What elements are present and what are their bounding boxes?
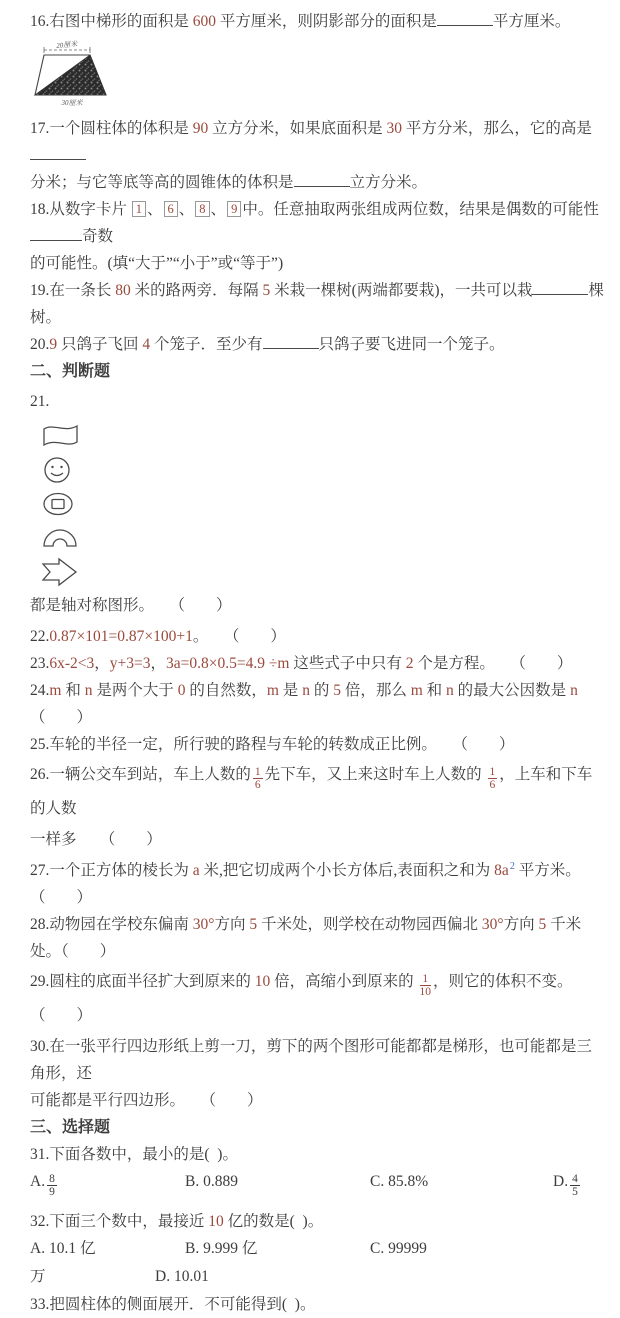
fraction xyxy=(47,1173,57,1198)
number-run: 80 xyxy=(115,282,131,299)
trapezoid-figure xyxy=(30,39,604,109)
text-run: 米的路两旁．每隔 xyxy=(130,282,263,299)
text-run: 20. xyxy=(30,336,50,353)
number-run: 0.87×101=0.87×100+1 xyxy=(49,628,193,645)
fraction-numerator: 4 xyxy=(572,1173,578,1186)
text-run: 21. xyxy=(30,393,50,410)
digit-card: 1 xyxy=(132,201,146,217)
questions-block xyxy=(30,115,604,1318)
text-run: 的最大公因数是 xyxy=(453,682,571,699)
text-run: 、 xyxy=(178,201,195,218)
number-run: 2 xyxy=(405,655,414,672)
q30-line2 xyxy=(30,1087,604,1114)
text-run: 的 xyxy=(309,682,334,699)
number-run: 5 xyxy=(538,916,547,934)
number-run: 10 xyxy=(208,1213,224,1231)
text-run: 一样多 （ ） xyxy=(30,831,162,848)
text-run: 千米处，则学校在动物园西偏北 xyxy=(257,916,482,934)
text-run: 28.动物园在学校东偏南 xyxy=(30,916,193,934)
option-cell xyxy=(30,1263,46,1290)
text-run: 。 （ ） xyxy=(192,628,286,645)
number-run: 5 xyxy=(262,282,271,299)
text-run: 30.在一张平行四边形纸上剪一刀，剪下的两个图形可能都都是梯形，也可能都是三角形，还 xyxy=(30,1038,592,1083)
text-run: 和 xyxy=(61,682,85,699)
text-run: 、 xyxy=(210,201,227,218)
fraction-numerator: 1 xyxy=(420,973,432,986)
smiley-face-icon xyxy=(41,455,73,485)
q18-line2 xyxy=(30,250,604,277)
text-run: 倍，高缩小到原来的 xyxy=(270,973,418,991)
number-run: 9 xyxy=(49,336,58,353)
number-run: 30° xyxy=(481,916,504,934)
text-run: 三、选择题 xyxy=(30,1119,111,1137)
q26-line1 xyxy=(30,758,604,826)
option-cell xyxy=(370,1168,428,1195)
number-run: 30 xyxy=(386,120,403,137)
text-run: 千米处。（ ） xyxy=(30,916,582,961)
text-run: 24. xyxy=(30,682,50,699)
shaded-triangle xyxy=(35,55,106,95)
text-run: 31.下面各数中，最小的是( )。 xyxy=(30,1146,238,1164)
text-run: D. 10.01 xyxy=(155,1268,209,1286)
text-run: 是 xyxy=(278,682,303,699)
text-run: 个笼子．至少有 xyxy=(150,336,263,353)
q23 xyxy=(30,650,604,677)
text-run: 亿的数是( )。 xyxy=(223,1213,324,1231)
text-run: 、 xyxy=(147,201,163,218)
text-run: 中。任意抽取两张组成两位数，结果是偶数的可能性 xyxy=(242,201,599,218)
number-run: y+3=3 xyxy=(109,655,151,672)
text-run: 是两个大于 xyxy=(92,682,178,699)
answer-blank xyxy=(263,333,319,349)
q32-options-2 xyxy=(30,1263,604,1291)
section-judgment xyxy=(30,358,604,385)
text-run: 奇数 xyxy=(82,228,114,245)
q33 xyxy=(30,1291,604,1318)
number-run: 5 xyxy=(333,682,341,699)
text-run: 16.右图中梯形的面积是 xyxy=(30,13,193,30)
q27 xyxy=(30,853,604,911)
text-run: 倍，那么 xyxy=(340,682,411,699)
arch-shape-icon xyxy=(41,523,79,553)
text-run: 和 xyxy=(422,682,447,699)
number-run: a xyxy=(192,862,200,880)
fraction-denominator: 6 xyxy=(254,779,261,791)
fraction-numerator: 1 xyxy=(254,765,261,778)
answer-blank xyxy=(294,171,350,187)
number-run: 4 xyxy=(142,336,151,353)
text-run: 平方厘米，则阴影部分的面积是 xyxy=(216,13,437,30)
number-run: n xyxy=(446,682,454,699)
option-cell xyxy=(30,1235,95,1262)
text-run: C. 99999 xyxy=(370,1240,427,1258)
text-run: 23. xyxy=(30,655,50,672)
section-choice xyxy=(30,1114,604,1141)
q20 xyxy=(30,331,604,358)
arrow-shape-icon xyxy=(41,557,79,587)
text-run: 都是轴对称图形。 （ ） xyxy=(30,597,232,614)
option-cell xyxy=(30,1168,59,1198)
option-cell xyxy=(185,1235,257,1262)
flag-shape-icon xyxy=(41,421,81,451)
text-run: 33.把圆柱体的侧面展开．不可能得到( )。 xyxy=(30,1296,316,1314)
number-run: 3a=0.8×0.5=4.9 ÷m xyxy=(166,655,290,672)
text-run: 18.从数字卡片 xyxy=(30,201,131,218)
text-run: B. 9.999 亿 xyxy=(185,1240,258,1258)
superscript: 2 xyxy=(509,861,515,872)
fraction-denominator: 9 xyxy=(49,1186,55,1199)
text-run: 方向 xyxy=(503,916,539,934)
text-run: 26.一辆公交车到站，车上人数的 xyxy=(30,766,251,783)
text-run: 的可能性。(填“大于”“小于”或“等于”) xyxy=(30,255,284,272)
fraction-numerator: 8 xyxy=(49,1173,55,1186)
text-run: 25.车轮的半径一定，所行驶的路程与车轮的转数成正比例。 （ ） xyxy=(30,736,515,753)
text-run: 平方厘米。 xyxy=(492,13,571,30)
symmetry-shapes-group xyxy=(30,427,84,580)
question-16-block xyxy=(30,8,604,35)
option-cell xyxy=(553,1168,582,1198)
text-run: 米,把它切成两个小长方体后,表面积之和为 xyxy=(199,862,495,880)
q31-options xyxy=(30,1168,604,1208)
text-run: 立方分米，如果底面积是 xyxy=(208,120,387,137)
q19 xyxy=(30,277,604,331)
figure-bottom-label: 30厘米 xyxy=(61,99,83,107)
text-run: A. xyxy=(30,1173,46,1191)
q32 xyxy=(30,1208,604,1235)
option-cell xyxy=(370,1235,427,1262)
number-run: m xyxy=(49,682,62,699)
number-run: 8a xyxy=(494,862,509,880)
q31 xyxy=(30,1141,604,1168)
number-run: 600 xyxy=(192,13,217,30)
q17-line1 xyxy=(30,115,604,169)
text-run: 只鸽子要飞进同一个笼子。 xyxy=(318,336,505,353)
q22 xyxy=(30,623,604,650)
text-run: D. xyxy=(553,1173,569,1191)
fraction xyxy=(488,766,498,791)
text-run: 19.在一条长 xyxy=(30,282,116,299)
number-run: 30° xyxy=(192,916,215,934)
text-run: 这些式子中只有 xyxy=(289,655,406,672)
q30-line1 xyxy=(30,1033,604,1087)
text-run: 平方分米，那么，它的高是 xyxy=(402,120,592,137)
text-run: 个是方程。 （ ） xyxy=(413,655,573,672)
fraction-denominator: 10 xyxy=(419,986,432,999)
number-run: 6x-2<3 xyxy=(49,655,95,672)
text-run: 可能都是平行四边形。 （ ） xyxy=(30,1092,263,1110)
number-run: n xyxy=(302,682,310,699)
digit-card: 9 xyxy=(227,201,241,217)
number-run: m xyxy=(410,682,423,699)
q17-line2 xyxy=(30,169,604,196)
text-run: 27.一个正方体的棱长为 xyxy=(30,862,193,880)
text-run: 29.圆柱的底面半径扩大到原来的 xyxy=(30,973,255,991)
number-run: m xyxy=(266,682,279,699)
text-run: 先下车，又上来这时车上人数的 xyxy=(264,766,486,783)
text-run: 17.一个圆柱体的体积是 xyxy=(30,120,193,137)
q26-line2 xyxy=(30,826,604,853)
text-run: A. 10.1 亿 xyxy=(30,1240,96,1258)
q32-options-1 xyxy=(30,1235,604,1263)
text-run: 万 xyxy=(30,1268,46,1286)
text-run: （ ） xyxy=(30,709,93,726)
text-run: 只鸽子飞回 xyxy=(57,336,143,353)
answer-blank xyxy=(30,144,86,160)
number-run: 0 xyxy=(177,682,186,699)
q18-line1 xyxy=(30,196,604,250)
q28 xyxy=(30,911,604,965)
q21 xyxy=(30,385,604,623)
fraction xyxy=(420,973,432,998)
text-run: C. 85.8% xyxy=(370,1173,429,1191)
q24 xyxy=(30,677,604,731)
text-run: ，则它的体积不变。（ ） xyxy=(30,973,573,1025)
text-run: 32.下面三个数中，最接近 xyxy=(30,1213,209,1231)
number-run: 10 xyxy=(254,973,271,991)
text-run: 米栽一棵树(两端都要栽)，一共可以栽 xyxy=(270,282,533,299)
figure-top-label: 20厘米 xyxy=(56,40,78,50)
fraction-denominator: 5 xyxy=(572,1186,578,1199)
number-run: n xyxy=(84,682,93,699)
coin-shape-icon xyxy=(41,489,75,519)
answer-blank xyxy=(30,225,82,241)
text-run: ， xyxy=(150,655,167,672)
trapezoid-figure-svg xyxy=(30,39,118,109)
q16 xyxy=(30,8,604,35)
digit-card: 8 xyxy=(195,201,209,217)
q25 xyxy=(30,731,604,758)
answer-blank xyxy=(532,279,588,295)
fraction-numerator: 1 xyxy=(489,765,496,778)
answer-blank xyxy=(437,10,493,26)
text-run: 22. xyxy=(30,628,50,645)
text-run: ，上车和下车的人数 xyxy=(30,766,593,817)
text-run: 平方米。 （ ） xyxy=(30,862,589,907)
number-run: 90 xyxy=(192,120,209,137)
fraction xyxy=(570,1173,580,1198)
text-run: 立方分米。 xyxy=(349,174,428,191)
digit-card: 6 xyxy=(164,201,178,217)
text-run: 分米；与它等底等高的圆锥体的体积是 xyxy=(30,174,294,191)
text-run: 二、判断题 xyxy=(30,363,111,380)
option-cell xyxy=(155,1263,209,1290)
number-run: n xyxy=(570,682,578,699)
q29 xyxy=(30,965,604,1033)
fraction xyxy=(253,766,263,791)
option-cell xyxy=(185,1168,238,1195)
number-run: 5 xyxy=(249,916,258,934)
text-run: 方向 xyxy=(214,916,250,934)
text-run: 棵树。 xyxy=(30,282,604,326)
fraction-denominator: 6 xyxy=(489,779,496,791)
text-run: 的自然数， xyxy=(185,682,267,699)
text-run: B. 0.889 xyxy=(185,1173,238,1191)
text-run: ， xyxy=(94,655,110,672)
